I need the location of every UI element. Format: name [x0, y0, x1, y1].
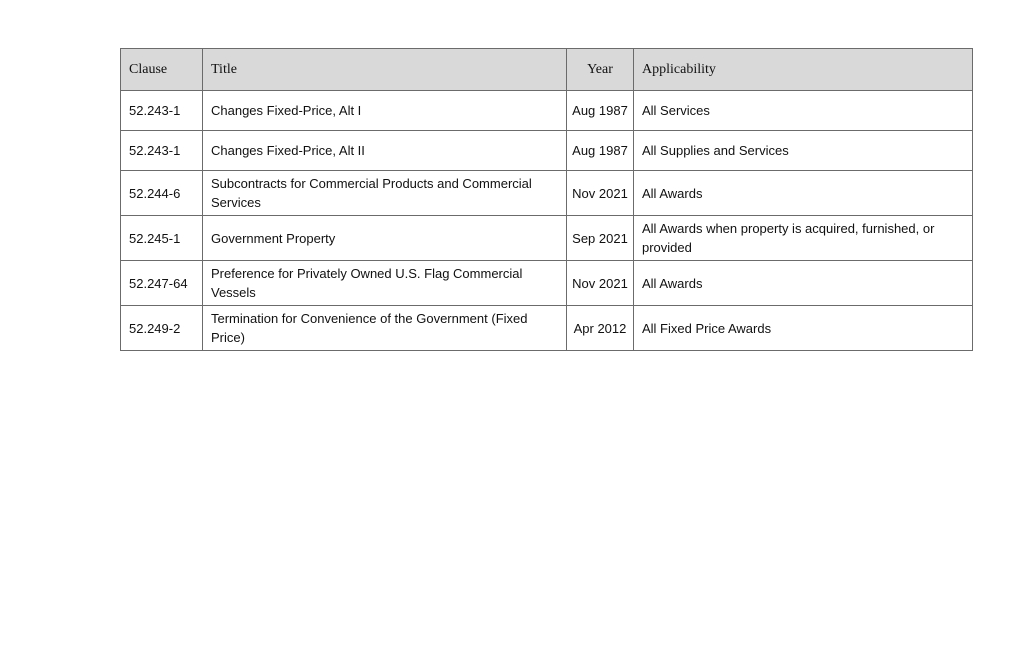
table-row: [121, 91, 973, 131]
cell-title: Changes Fixed-Price, Alt II: [203, 131, 567, 171]
cell-applicability: All Awards: [634, 171, 973, 216]
cell-applicability: All Supplies and Services: [634, 131, 973, 171]
table-row: [121, 171, 973, 216]
cell-year: Nov 2021: [567, 261, 634, 306]
cell-applicability: All Awards: [634, 261, 973, 306]
cell-clause: 52.243-1: [121, 131, 203, 171]
cell-applicability: All Awards when property is acquired, furnished, or provided: [634, 216, 973, 261]
table-row: [121, 216, 973, 261]
cell-year: Aug 1987: [567, 91, 634, 131]
cell-title: Subcontracts for Commercial Products and Commercial Services: [203, 171, 567, 216]
clause-table: [120, 48, 973, 351]
cell-clause: 52.247-64: [121, 261, 203, 306]
table-row: [121, 261, 973, 306]
table-body: [121, 91, 973, 351]
cell-clause: 52.244-6: [121, 171, 203, 216]
cell-year: Sep 2021: [567, 216, 634, 261]
cell-title: Government Property: [203, 216, 567, 261]
header-applicability: Applicability: [634, 49, 973, 91]
cell-year: Apr 2012: [567, 306, 634, 351]
table-row: [121, 131, 973, 171]
table-header: [121, 49, 973, 91]
cell-applicability: All Fixed Price Awards: [634, 306, 973, 351]
cell-clause: 52.245-1: [121, 216, 203, 261]
table-row: [121, 306, 973, 351]
cell-applicability: All Services: [634, 91, 973, 131]
cell-clause: 52.243-1: [121, 91, 203, 131]
cell-title: Changes Fixed-Price, Alt I: [203, 91, 567, 131]
header-row: [121, 49, 973, 91]
cell-clause: 52.249-2: [121, 306, 203, 351]
cell-title: Preference for Privately Owned U.S. Flag Commercial Vessels: [203, 261, 567, 306]
header-year: Year: [567, 49, 634, 91]
cell-year: Aug 1987: [567, 131, 634, 171]
header-clause: Clause: [121, 49, 203, 91]
cell-year: Nov 2021: [567, 171, 634, 216]
header-title: Title: [203, 49, 567, 91]
cell-title: Termination for Convenience of the Government (Fixed Price): [203, 306, 567, 351]
